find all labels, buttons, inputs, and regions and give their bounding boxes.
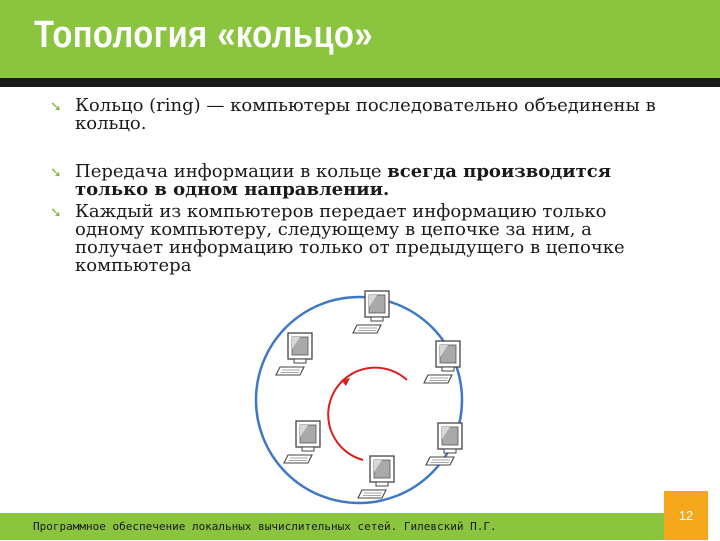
computer-icon	[424, 341, 460, 383]
direction-arrow	[328, 368, 407, 460]
bullet-text-bold: всегда производится только в одном направлении.	[75, 161, 612, 200]
bullet-item	[50, 97, 670, 133]
bullet-text: Каждый из компьютеров передает информацию только одному компьютеру, следующему в цепочке за ним, а получает информацию только от предыдущего в цепочке компьютера	[75, 201, 625, 276]
page-number: 12	[664, 491, 708, 540]
arrow-down-right-icon: ➘	[50, 99, 62, 115]
computer-icon	[358, 456, 394, 498]
computer-icon	[284, 421, 320, 463]
bullet-item	[50, 163, 670, 199]
arrow-down-right-icon: ➘	[50, 205, 62, 221]
bullet-item	[50, 203, 670, 275]
footer-text: Программное обеспечение локальных вычислительных сетей. Гилевский П.Г.	[33, 520, 497, 533]
bullet-text: Кольцо (ring) — компьютеры последовательно объединены в кольцо.	[75, 95, 656, 134]
ring-topology-diagram	[250, 283, 480, 513]
computer-icon	[276, 333, 312, 375]
arrow-down-right-icon: ➘	[50, 165, 62, 181]
bullet-text: Передача информации в кольце	[75, 161, 388, 182]
computer-icon	[426, 423, 462, 465]
bullet-list	[50, 97, 670, 275]
slide-title: Топология «кольцо»	[34, 14, 373, 56]
title-divider	[0, 78, 720, 87]
